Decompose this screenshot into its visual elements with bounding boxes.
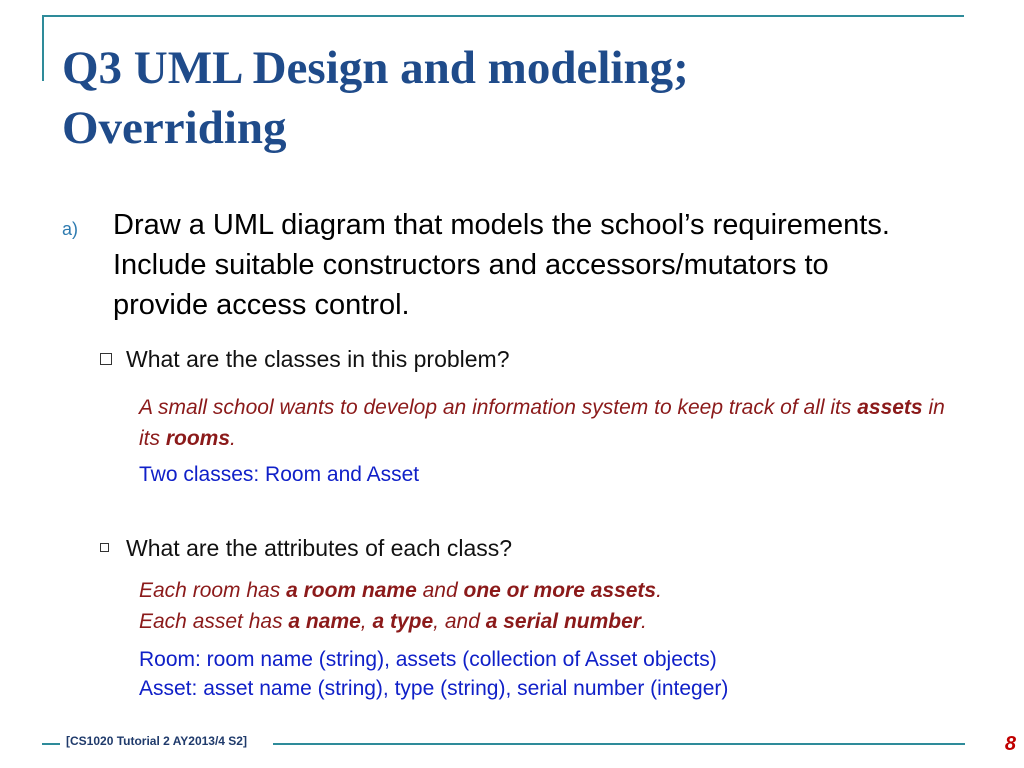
quote-text: Each room has [139,579,287,602]
quote-emphasis: a type [372,610,434,633]
quote-text: Each asset has [139,610,289,633]
quote-text: . [656,579,662,602]
checkbox-bullet-icon [100,353,112,365]
quote-emphasis: a room name [286,579,417,602]
question-attributes [100,535,960,562]
page-number: 8 [1004,733,1016,755]
slide-title [62,38,962,158]
frame-top-line [42,15,964,17]
quote-text: , [360,610,373,633]
quote-emphasis-rooms: rooms [165,427,231,450]
title-line-1: Q3 UML Design and modeling; [62,42,689,94]
question-classes [100,346,960,373]
item-a-marker: a) [62,219,79,239]
footer-line-left [42,743,60,745]
footer-course-label: [CS1020 Tutorial 2 AY2013/4 S2] [66,734,247,748]
answer-classes: Two classes: Room and Asset [139,463,420,486]
answer-line-room: Room: room name (string), assets (collection of Asset objects) [139,648,717,671]
footer-line-right [273,743,965,745]
quote-text: , and [433,610,486,633]
quote-text: . [230,427,236,450]
quote-text: . [640,610,647,633]
quote-emphasis: a name [288,610,361,633]
question-classes-text: What are the classes in this problem? [126,346,510,372]
quote-line-room [139,575,969,606]
quote-text: in its [139,396,945,450]
quote-emphasis: one or more assets [463,579,657,602]
requirement-quote-attributes [139,575,969,637]
question-attributes-text: What are the attributes of each class? [126,535,513,561]
title-line-2: Overriding [62,102,287,154]
answer-attributes [139,645,969,703]
quote-emphasis-assets: assets [857,396,923,419]
answer-line-asset: Asset: asset name (string), type (string), serial number (integer) [139,677,729,700]
quote-line-asset [139,606,969,637]
item-a-text: Draw a UML diagram that models the school’s requirements. Include suitable constructors and accessors/mutators to provide access control. [113,209,890,321]
requirement-quote-classes [139,392,969,454]
frame-left-line [42,15,44,81]
quote-emphasis: a serial number [485,610,641,633]
checkbox-bullet-icon [100,543,109,552]
quote-text: and [416,579,464,602]
quote-text: A small school wants to develop an information system to keep track of all its [139,396,858,419]
